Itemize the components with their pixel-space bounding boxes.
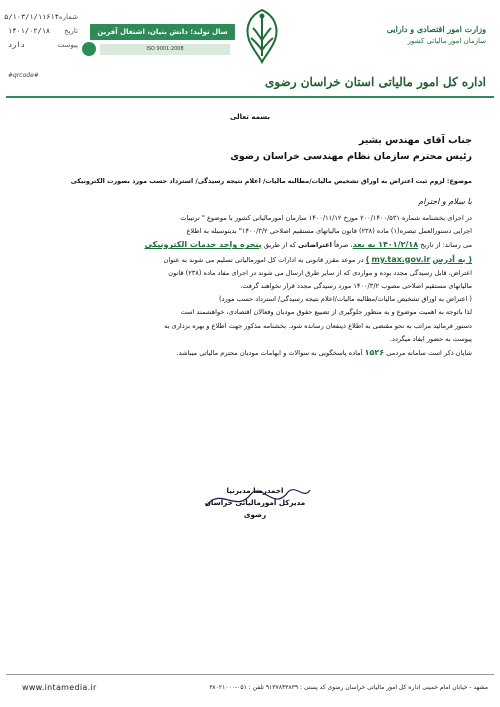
signatory-title: مدیرکل امورمالیاتی خراسان رضوی: [204, 498, 306, 519]
letter-subject: موضوع: لزوم ثبت اعتراض به اوراق تشخیص مالیات/مطالبه مالیات/ اعلام نتیجه رسیدگی/ استرداد حسب مورد بصورت الکترونیکی: [70, 177, 472, 185]
year-slogan-banner: سال تولید؛ دانش بنیان، اشتغال آفرین: [90, 24, 235, 40]
text-run: در موعد مقرر قانونی به ادارات کل امورمالیاتی تسلیم می شوند به عنوان: [163, 255, 364, 264]
letter-meta: [4, 10, 78, 52]
footer-website[interactable]: www.intamedia.ir: [22, 683, 97, 692]
paragraph-line: اعتراض، قابل رسیدگی مجدد بوده و مواردی که از سایر طرق ارسال می شوند در اجرای مفاد ماده (۲۳۸) قانون: [168, 268, 472, 277]
meta-label: شماره: [58, 13, 78, 21]
paragraph-line: در اجرای بخشنامه شماره ۲۰۰/۱۴۰۰/۵۳۱ مورخ ۱۴۰۰/۱۱/۱۲ سازمان امورمالیاتی کشور با موضوع " ترتیبات: [180, 214, 472, 222]
paragraph-line: [28, 346, 472, 360]
footer-address: مشهد - خیابان امام خمینی اداره کل امور مالیاتی خراسان رضوی کد پستی : ۹۱۳۷۸۴۳۸۳۹ تلفن : ۰۵۱-۳۸۰۲۱۰۰۰: [209, 684, 488, 691]
paragraph-line: [28, 238, 472, 252]
letter-date: ۱۴۰۱/۰۲/۱۸: [8, 27, 51, 35]
iso-certification: ISO 9001:2008: [100, 44, 230, 55]
paragraph-line: دستور فرمائید مراتب به نحو مقتضی به اطلاع ذینفعان رسانده شود. بخشنامه مذکور جهت اطلاع و بهره برداری به: [164, 321, 472, 330]
greeting: با سلام و احترام: [418, 197, 472, 206]
address-open: ( به آدرس: [432, 254, 472, 264]
letter-attachment: دارد: [8, 41, 25, 49]
paragraph-line: لذا باتوجه به اهمیت موضوع و به منظور جلوگیری از تضییع حقوق مودیان وفعالان اقتصادی، خواهشمند است: [180, 308, 472, 317]
address-close: ): [365, 254, 370, 264]
meta-label: تاریخ: [64, 27, 78, 35]
letterhead: [0, 0, 500, 90]
iso-logo-icon: [82, 42, 96, 56]
effective-date: ۱۴۰۱/۲/۱۸ به بعد: [352, 240, 419, 250]
paragraph-line: ( اعتراض به اوراق تشخیص مالیات/مطالبه مالیات/اعلام نتیجه رسیدگی/ استرداد حسب مورد): [219, 295, 472, 304]
signature-block: [200, 485, 310, 521]
footer-divider: [6, 674, 494, 675]
letter-body: [28, 110, 472, 360]
ministry-block: [306, 24, 486, 45]
meta-number-row: [4, 10, 78, 24]
paragraph-line: مالیاتهای مستقیم اصلاحی مصوب ۱۴۰۰/۳/۲ مورد رسیدگی مجدد قرار نخواهند گرفت.: [240, 282, 472, 291]
signatory-name: احمدرضا مدبرنیا: [226, 486, 284, 495]
paragraph-line: [28, 253, 472, 267]
meta-label: پیوست: [57, 41, 78, 49]
tax-portal-link[interactable]: my.tax.gov.ir: [371, 254, 431, 264]
paragraph-line: پیوست به حضور ایفاد میگردد.: [389, 334, 472, 343]
text-run: شایان ذکر است سامانه مردمی: [386, 349, 472, 358]
text-run: ، صرفاً: [333, 241, 353, 250]
addressee-name: جناب آقای مهندس بشیر: [358, 135, 472, 146]
addressee-title: رئیس محترم سازمان نظام مهندسی خراسان رضوی: [230, 151, 472, 162]
tax-organization-emblem-icon: [237, 6, 287, 66]
single-window-portal: پنجره واحد خدمات الکترونیکی: [144, 240, 262, 250]
text-run: که از طریق: [263, 241, 296, 250]
text-run: آماده پاسخگویی به سوالات و ابهامات مودیان محترم مالیاتی میباشد.: [176, 349, 363, 358]
text-run: می رساند: از تاریخ: [420, 241, 472, 250]
header-divider: [6, 96, 494, 98]
meta-date-row: [8, 24, 78, 38]
qrcode-placeholder: #qrcode#: [8, 72, 39, 79]
letter-number: ۵/۱۰۳/۱/۱۱۶۱۴: [4, 13, 59, 21]
ministry-name: وزارت امور اقتصادی و دارایی: [386, 24, 486, 34]
paragraph-main: [28, 212, 472, 360]
emphasis-objections: اعتراضاتی: [298, 241, 332, 250]
meta-attachment-row: [8, 38, 78, 52]
paragraph-line: اجرایی دستورالعمل تبصره(۱) ماده (۲۳۸) قانون مالیاتهای مستقیم اصلاحی ۱۴۰۰/۳/۲" بدینوسیله به اطلاع: [186, 227, 472, 236]
bismillah: بسمه تعالی: [229, 113, 271, 121]
hotline-number: ۱۵۲۶: [364, 348, 385, 358]
organization-name: سازمان امور مالیاتی کشور: [407, 37, 486, 45]
department-title: اداره کل امور مالیاتی استان خراسان رضوی: [264, 75, 486, 89]
